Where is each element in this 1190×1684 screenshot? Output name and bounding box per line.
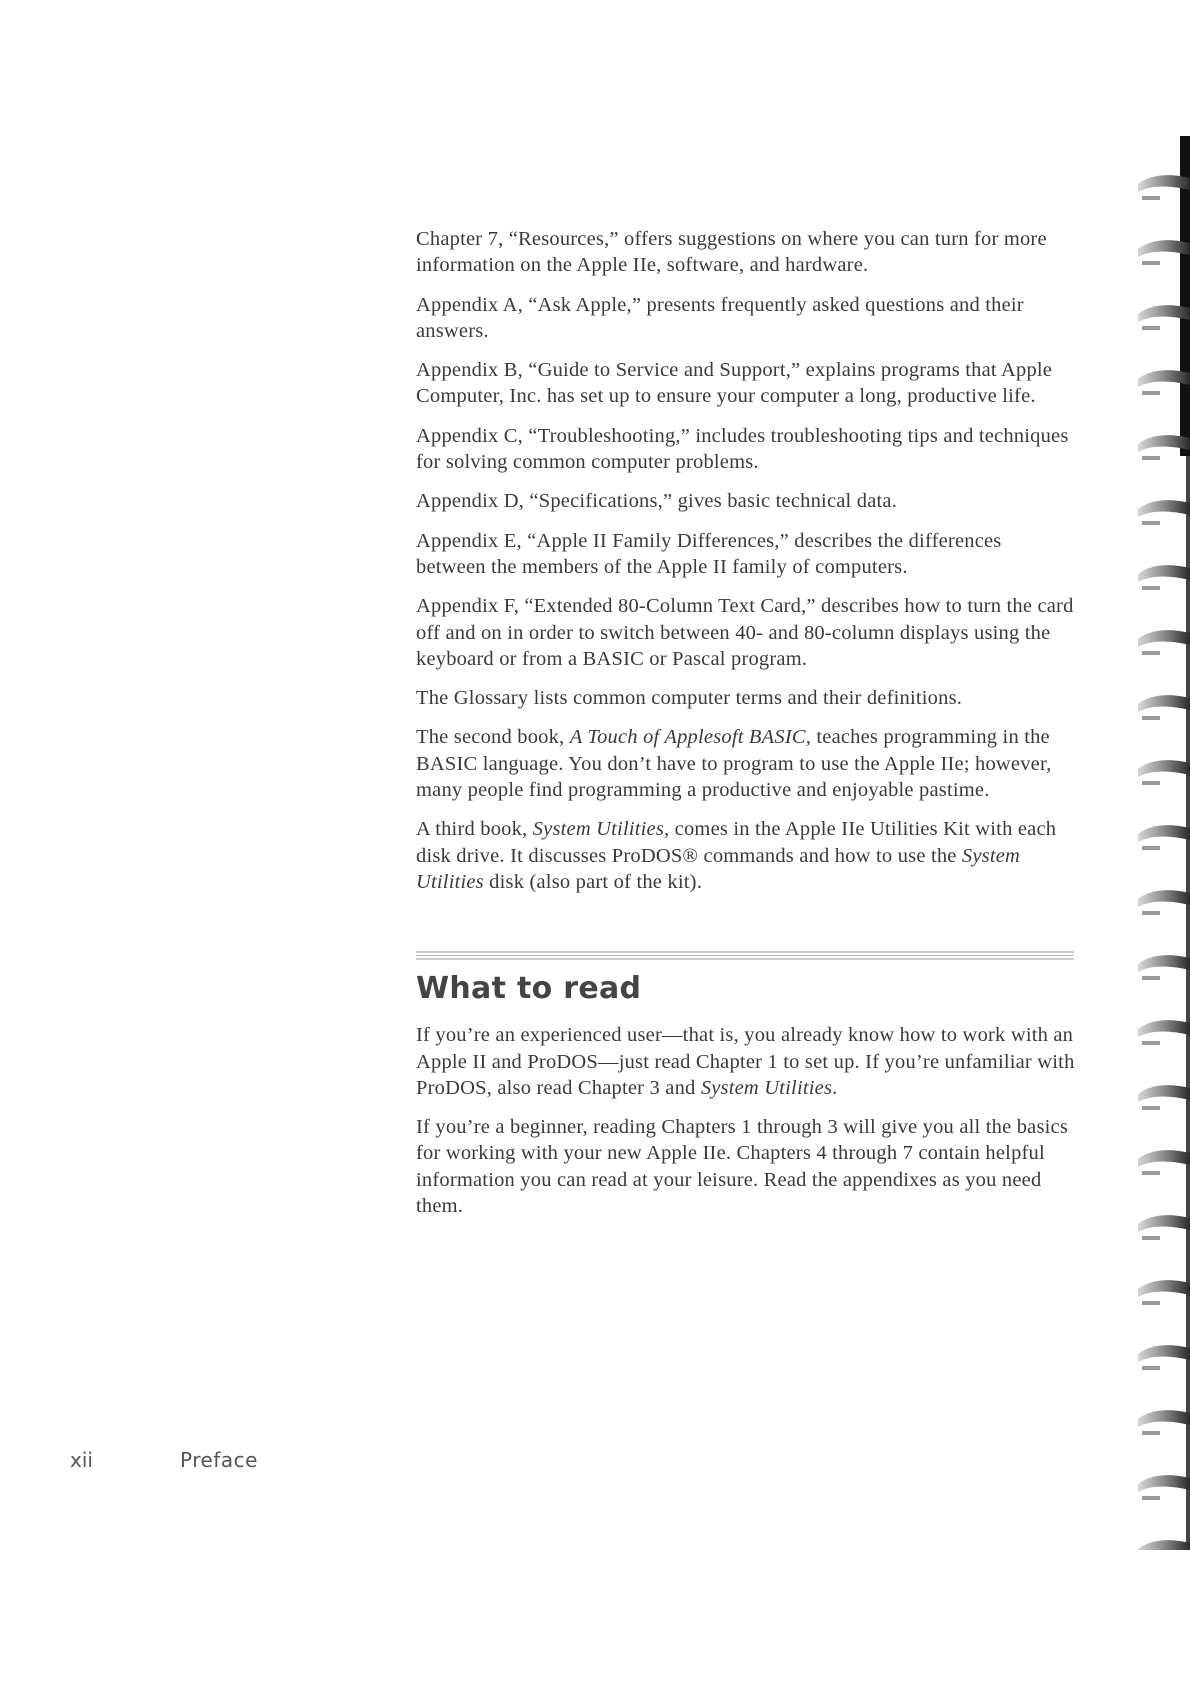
binding-hole	[1142, 1496, 1160, 1500]
binding-ring	[1138, 630, 1190, 647]
paragraph-second-book	[416, 724, 1076, 803]
binding-ring	[1138, 1215, 1190, 1232]
binding-hole	[1142, 586, 1160, 590]
text-span: .	[832, 1076, 838, 1099]
section-heading: What to read	[416, 971, 642, 1007]
paragraph-appendix-a: Appendix A, “Ask Apple,” presents frequently asked questions and their answers.	[416, 293, 1024, 342]
running-footer: Preface	[180, 1448, 258, 1472]
book-title: System Utilities	[700, 1076, 833, 1099]
binding-hole	[1142, 196, 1160, 200]
binding-ring	[1138, 890, 1190, 907]
text-span: The second book,	[416, 726, 570, 749]
paragraph-appendix-e: Appendix E, “Apple II Family Differences,” describes the differences between the members of the Apple II family of computers.	[416, 529, 1002, 578]
paragraph-appendix-d: Appendix D, “Specifications,” gives basic technical data.	[416, 490, 898, 513]
text-span: teaches programming in the BASIC language. You don’t have to program to use the Apple IIe; however, many people find programming a productive and enjoyable pastime.	[416, 726, 1052, 802]
text-span: comes in the Apple IIe Utilities Kit with each disk drive. It discusses ProDOS® commands and how to use the	[416, 818, 1057, 867]
binding-hole	[1142, 1106, 1160, 1110]
text-span: If you’re an experienced user—that is, you already know how to work with an Apple II and ProDOS—just read Chapter 1 to set up. If you’re unfamiliar with ProDOS, also read Chapter 3 and	[416, 1024, 1075, 1099]
binding-ring	[1138, 760, 1190, 777]
binding-ring	[1138, 500, 1190, 517]
binding-hole	[1142, 261, 1160, 265]
binding-hole	[1142, 651, 1160, 655]
binding-ring	[1138, 565, 1190, 582]
page-number: xii	[70, 1448, 93, 1472]
binding-ring	[1138, 825, 1190, 842]
spiral-binding-image	[1136, 136, 1190, 1550]
binding-ring	[1138, 1150, 1190, 1167]
paragraph-appendix-b: Appendix B, “Guide to Service and Support,” explains programs that Apple Computer, Inc. has set up to ensure your computer a long, productive life.	[416, 359, 1053, 408]
paragraph-experienced-user	[416, 1022, 1076, 1101]
binding-ring	[1138, 1410, 1190, 1427]
binding-hole	[1142, 781, 1160, 785]
binding-ring	[1138, 1475, 1190, 1492]
binding-ring	[1138, 1020, 1190, 1037]
binding-hole	[1142, 1171, 1160, 1175]
text-span: disk (also part of the kit).	[483, 870, 703, 893]
paragraph-beginner: If you’re a beginner, reading Chapters 1 through 3 will give you all the basics for working with your new Apple IIe. Chapters 4 through 7 contain helpful information you can read at your leisure. Read the appendixes as you need them.	[416, 1116, 1069, 1218]
paragraph-appendix-f: Appendix F, “Extended 80-Column Text Card,” describes how to turn the card off and on in order to switch between 40- and 80-column displays using the keyboard or from a BASIC or Pascal program.	[416, 595, 1074, 670]
binding-hole	[1142, 391, 1160, 395]
binding-hole	[1142, 976, 1160, 980]
binding-hole	[1142, 1236, 1160, 1240]
text-span: A third book,	[416, 818, 533, 841]
book-title: System Utilities	[416, 844, 1021, 893]
binding-ring	[1138, 1345, 1190, 1362]
paragraph-glossary: The Glossary lists common computer terms and their definitions.	[416, 687, 963, 710]
section-divider	[416, 951, 1074, 961]
binding-hole	[1142, 1301, 1160, 1305]
binding-ring	[1138, 1540, 1190, 1550]
binding-hole	[1142, 1366, 1160, 1370]
binding-hole	[1142, 716, 1160, 720]
binding-ring	[1138, 1280, 1190, 1297]
binding-hole	[1142, 1041, 1160, 1045]
binding-hole	[1142, 326, 1160, 330]
binding-ring	[1138, 1085, 1190, 1102]
binding-hole	[1142, 521, 1160, 525]
paragraph-chapter-7: Chapter 7, “Resources,” offers suggestions on where you can turn for more information on the Apple IIe, software, and hardware.	[416, 228, 1047, 277]
binding-hole	[1142, 846, 1160, 850]
paragraph-appendix-c: Appendix C, “Troubleshooting,” includes troubleshooting tips and techniques for solving common computer problems.	[416, 424, 1069, 474]
binding-ring	[1138, 955, 1190, 972]
binding-hole	[1142, 911, 1160, 915]
binding-hole	[1142, 456, 1160, 460]
book-title: A Touch of Applesoft BASIC,	[569, 726, 812, 749]
binding-ring	[1138, 695, 1190, 712]
binding-hole	[1142, 1431, 1160, 1435]
paragraph-third-book	[416, 816, 1076, 895]
main-content	[416, 226, 1076, 1232]
book-title: System Utilities,	[532, 818, 670, 841]
